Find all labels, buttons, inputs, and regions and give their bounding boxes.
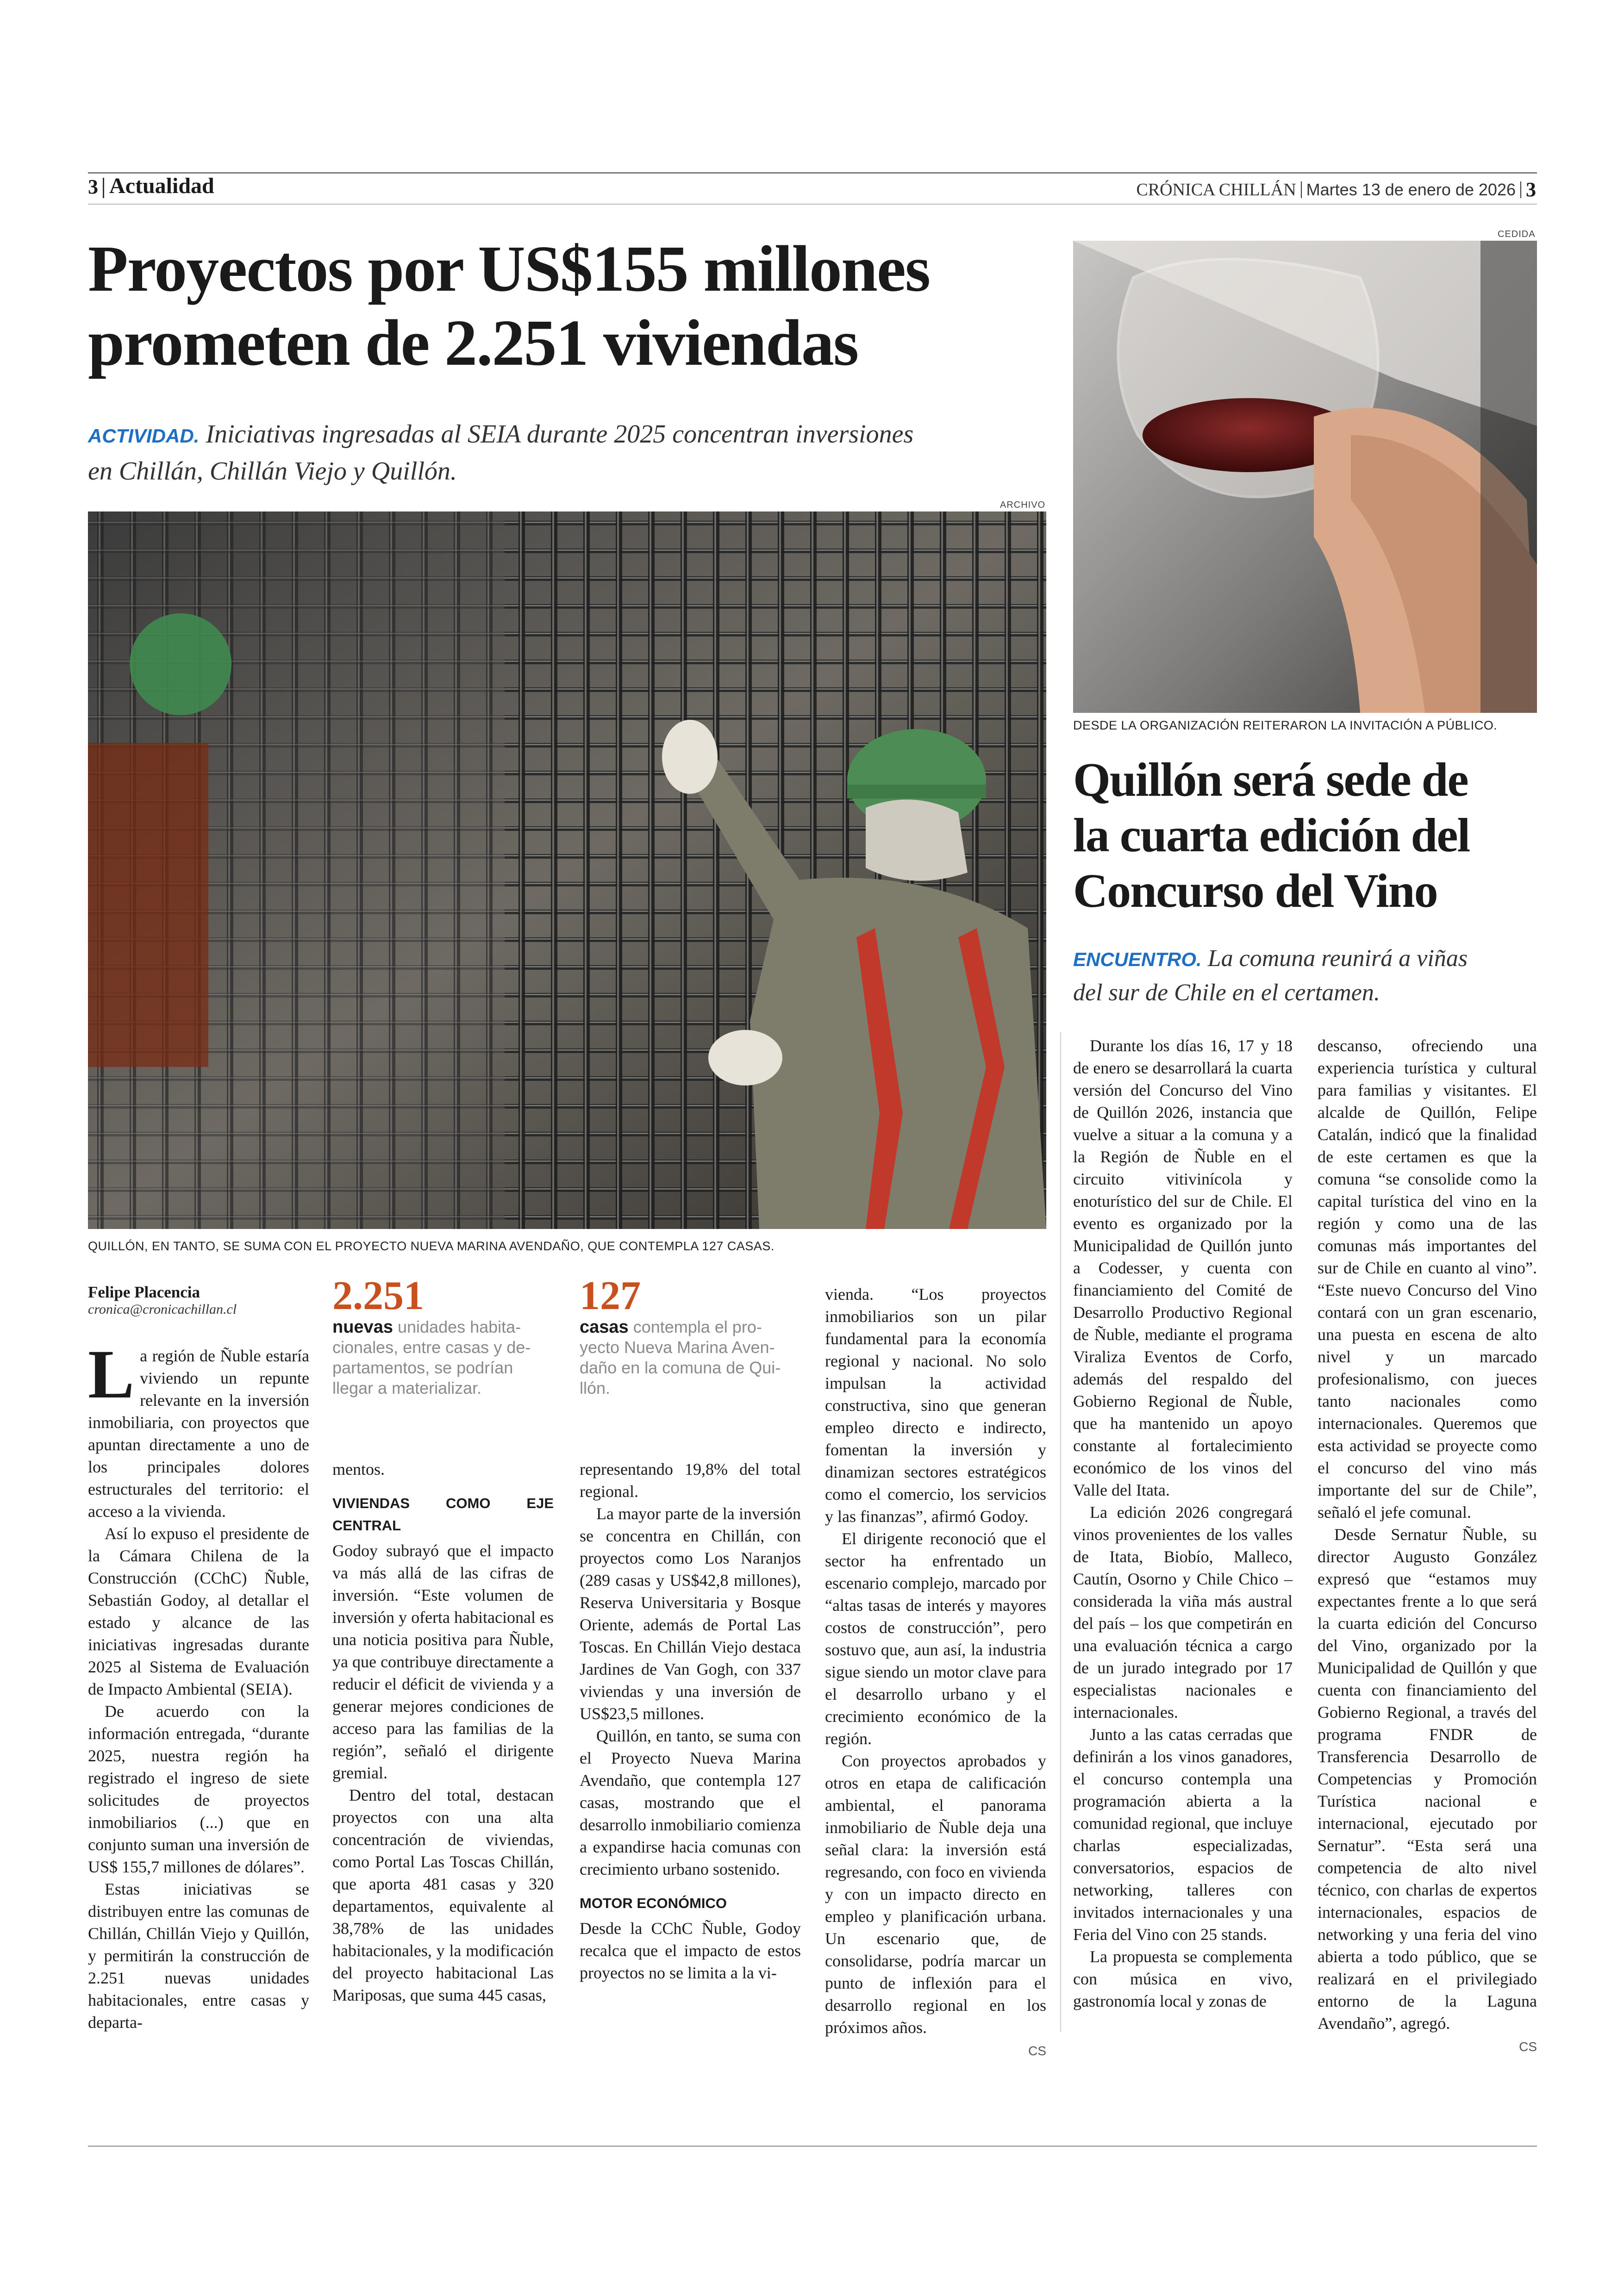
stat2-text-line2: yecto Nueva Marina Aven- (580, 1338, 775, 1357)
stat1-word: nuevas (332, 1317, 393, 1337)
side-col2-p0: descanso, ofreciendo una experiencia turística y cultural para familias y visitantes. El alcalde de Quillón, Felipe Catalán, indicó que la finalidad de este certamen es que la comuna “se consolide como la capital turística del vino en la región y como una de las comunas más importantes del sur de Chile en cuanto al vino”. “Este nuevo Concurso del Vino contará con un gran escenario, una puesta en escena de alto nivel y un marcado profesionalismo, con jueces tanto nacionales como internacionales. Queremos que esta actividad se proyecte como el concurso del vino más importante del sur de Chile”, señaló el jefe comunal. (1318, 1036, 1537, 1522)
main-headline-line2: prometen de 2.251 viviendas (88, 306, 858, 379)
main-column-3 (580, 1458, 801, 2030)
main-kicker: ACTIVIDAD. (88, 425, 200, 447)
side-end-mark: CS (1519, 2039, 1537, 2054)
side-col2-p1: Desde Sernatur Ñuble, su director Augusto González expresó que “estamos muy expectantes frente a lo que será la cuarta edición del Concurso del Vino, organizado por la Municipalidad de Quillón y que cuenta con financiamiento del Gobierno Regional, a través del programa FNDR de Transferencia Desarrollo de Competencias y Promoción Turística nacional e internacional, ejecutado por Sernatur”. “Esta será una competencia de alto nivel técnico, con charlas de expertos internacionales, espacios de networking y una feria del vino abierta a todo público, que se realizará en el privilegiado entorno de la Laguna Avendaño”, agregó. (1318, 1525, 1537, 2033)
stat-box-1 (332, 1275, 555, 1398)
header-top-rule (88, 172, 1537, 174)
main-end-mark: CS (1028, 2044, 1046, 2058)
main-photo (88, 511, 1046, 1229)
header-divider (1520, 181, 1521, 198)
stat2-number: 127 (580, 1273, 641, 1318)
stat1-text-line4: llegar a materializar. (332, 1378, 482, 1397)
stat2-text-line3: daño en la comuna de Qui- (580, 1358, 781, 1377)
side-headline (1073, 752, 1541, 919)
stat1-text-line2: cionales, entre casas y de- (332, 1338, 531, 1357)
stat1-text-line1: unidades habita- (397, 1317, 521, 1336)
page-number-left: 3 (88, 175, 98, 198)
main-column-4 (825, 1283, 1046, 2058)
side-photo-caption: DESDE LA ORGANIZACIÓN REITERARON LA INVITACIÓN A PÚBLICO. (1073, 718, 1498, 732)
side-headline-line3: Concurso del Vino (1073, 864, 1437, 917)
publication-name: CRÓNICA CHILLÁN (1136, 180, 1296, 200)
publication-date: Martes 13 de enero de 2026 (1306, 180, 1516, 199)
header-right-block (1136, 178, 1536, 201)
main-col3-p2: Quillón, en tanto, se suma con el Proyecto Nueva Marina Avendaño, que contempla 127 casas, mostrando que el desarrollo inmobiliario comienza a expandirse hacia comunas con crecimiento urbano sostenido. (580, 1727, 801, 1878)
main-col1-p3: De acuerdo con la información entregada, “durante 2025, nuestra región ha registrado el ingreso de siete solicitudes de proyectos inmobiliarios (...) que en conjunto suman una inversión de US$ 155,7 millones de dólares”. (88, 1702, 309, 1876)
main-col4-p2: Con proyectos aprobados y otros en etapa de calificación ambiental, el panorama inmobiliario de Ñuble deja una señal clara: la inversión está regresando, con foco en vivienda y con un impacto directo en empleo y planificación urbana. Un escenario que, de consolidarse, podría marcar un punto de inflexión para el desarrollo regional en los próximos años. (825, 1752, 1046, 2037)
stat1-text-line3: partamentos, se podrían (332, 1358, 513, 1377)
stat-box-2 (580, 1275, 802, 1398)
main-col3-p0: representando 19,8% del total regional. (580, 1460, 801, 1501)
wine-glass-photo-illustration (1073, 241, 1537, 713)
stat2-text-line4: llón. (580, 1378, 611, 1397)
main-col1-p2: Así lo expuso el presidente de la Cámara Chilena de la Construcción (CChC) Ñuble, Sebastián Godoy, al detallar el estado y alcance de las iniciativas ingresadas durante 2025 al Sistema de Evaluación de Impacto Ambiental (SEIA). (88, 1524, 309, 1698)
main-headline (88, 231, 1065, 380)
author-name: Felipe Placencia (88, 1283, 200, 1301)
main-col3-p3: Desde la CChC Ñuble, Godoy recalca que el impacto de estos proyectos no se limita a la vi- (580, 1919, 801, 1982)
side-deck-line2: del sur de Chile en el certamen. (1073, 979, 1380, 1006)
side-col1-p3: Junto a las catas cerradas que definirán a los vinos ganadores, el concurso contempla una programación abierta a la comunidad regional, que incluye charlas especializadas, conversatorios, espacios de networking, talleres con invitados internacionales y una Feria del Vino con 25 stands. (1073, 1725, 1293, 1944)
header-bottom-rule (88, 204, 1537, 205)
page-number-right: 3 (1526, 178, 1536, 201)
main-deck-line2: en Chillán, Chillán Viejo y Quillón. (88, 457, 457, 486)
side-headline-line2: la cuarta edición del (1073, 809, 1470, 862)
side-col1-p4: La propuesta se complementa con música en vivo, gastronomía local y zonas de (1073, 1947, 1293, 2010)
main-col2-p0: mentos. (332, 1460, 385, 1478)
main-deck (88, 417, 1065, 489)
main-col1-p1: a región de Ñuble estaría viviendo un repunte relevante en la inversión inmobiliaria, con proyectos que apuntan directamente a uno de los principales dolores estructurales del territorio: el acceso a la vivienda. (88, 1347, 309, 1521)
author-email: cronica@cronicachillan.cl (88, 1302, 237, 1317)
main-photo-caption: QUILLÓN, EN TANTO, SE SUMA CON EL PROYECTO NUEVA MARINA AVENDAÑO, QUE CONTEMPLA 127 CASAS. (88, 1239, 775, 1253)
dropcap: L (88, 1336, 135, 1413)
main-col4-p0: vienda. “Los proyectos inmobiliarios son un pilar fundamental para la economía regional y nacional. No solo impulsan la actividad constructiva, sino que generan empleo directo e indirecto, fomentan la inversión y dinamizan sectores estratégicos como el comercio, los servicios y las finanzas”, afirmó Godoy. (825, 1285, 1046, 1526)
footer-rule (88, 2145, 1537, 2147)
stat2-text-line1: contempla el pro- (633, 1317, 762, 1336)
main-deck-line1: Iniciativas ingresadas al SEIA durante 2025 concentran inversiones (206, 420, 914, 449)
section-title: Actualidad (109, 174, 214, 198)
side-deck-line1: La comuna reunirá a viñas (1207, 945, 1468, 972)
main-col3-subhead: MOTOR ECONÓMICO (580, 1895, 727, 1911)
byline (88, 1283, 269, 1317)
main-col4-p1: El dirigente reconoció que el sector ha enfrentado un escenario complejo, marcado por “altas tasas de interés y mayores costos de construcción”, pero sostuvo que, aun así, la industria sigue siendo un motor clave para el desarrollo urbano y el crecimiento económico de la región. (825, 1529, 1046, 1748)
main-column-1 (88, 1336, 309, 2032)
construction-photo-illustration (88, 511, 1046, 1229)
stat1-number: 2.251 (332, 1273, 424, 1318)
side-column-1 (1073, 1035, 1293, 2030)
article-divider (1060, 1032, 1061, 2032)
main-headline-line1: Proyectos por US$155 millones (88, 232, 930, 305)
main-col2-subhead: VIVIENDAS COMO EJE CENTRAL (332, 1495, 554, 1534)
side-deck (1073, 942, 1541, 1010)
main-col3-p1: La mayor parte de la inversión se concentra en Chillán, con proyectos como Los Naranjos (289 casas y US$42,8 millones), Reserva Universitaria y Bosque Oriente, además de Portal Las Toscas. En Chillán Viejo destaca Jardines de Van Gogh, con 337 viviendas y una inversión de US$23,5 millones. (580, 1504, 801, 1723)
side-col1-p2: La edición 2026 congregará vinos provenientes de los valles de Itata, Biobío, Malleco, Cautín, Osorno y Chile Chico – considerada la viña más austral del país – los que competirán en una evaluación técnica a cargo de un jurado integrado por 17 especialistas nacionales e internacionales. (1073, 1503, 1293, 1721)
side-photo-credit: CEDIDA (1498, 229, 1536, 239)
header-divider (1301, 181, 1302, 198)
main-col2-p2: Dentro del total, destacan proyectos con una alta concentración de viviendas, como Portal Las Toscas Chillán, que aporta 481 casas y 320 departamentos, equivalente al 38,78% de las unidades habitacionales, y la modificación del proyecto habitacional Las Mariposas, que suma 445 casas, (332, 1786, 554, 2004)
main-col2-p1: Godoy subrayó que el impacto va más allá de las cifras de inversión. “Este volumen de inversión y oferta habitacional es una noticia positiva para Ñuble, ya que contribuye directamente a reducir el déficit de vivienda y a generar mejores condiciones de acceso para las familias de la región”, señaló el dirigente gremial. (332, 1541, 554, 1782)
side-column-2 (1318, 1035, 1537, 2054)
side-headline-line1: Quillón será sede de (1073, 753, 1468, 806)
main-column-2 (332, 1458, 554, 2030)
side-kicker: ENCUENTRO. (1073, 948, 1202, 970)
side-col1-p1: Durante los días 16, 17 y 18 de enero se desarrollará la cuarta versión del Concurso del Vino de Quillón 2026, instancia que vuelve a situar a la comuna y a la Región de Ñuble en el circuito vitivinícola y enoturístico del sur de Chile. El evento es organizado por la Municipalidad de Quillón junto a Codesser, y cuenta con financiamiento del Comité de Desarrollo Productivo Regional de Ñuble, mediante el programa Viraliza Eventos de Corfo, además del respaldo del Gobierno Regional de Ñuble, que ha mantenido un apoyo constante al fortalecimiento económico de los vinos del Valle del Itata. (1073, 1036, 1293, 1499)
side-photo (1073, 241, 1537, 713)
main-photo-credit: ARCHIVO (1000, 500, 1046, 510)
stat2-word: casas (580, 1317, 629, 1337)
main-col1-p4: Estas iniciativas se distribuyen entre las comunas de Chillán, Chillán Viejo y Quillón, y permitirán la construcción de 2.251 nuevas unidades habitacionales, entre casas y departa- (88, 1880, 309, 2032)
header-divider-left (103, 178, 104, 198)
